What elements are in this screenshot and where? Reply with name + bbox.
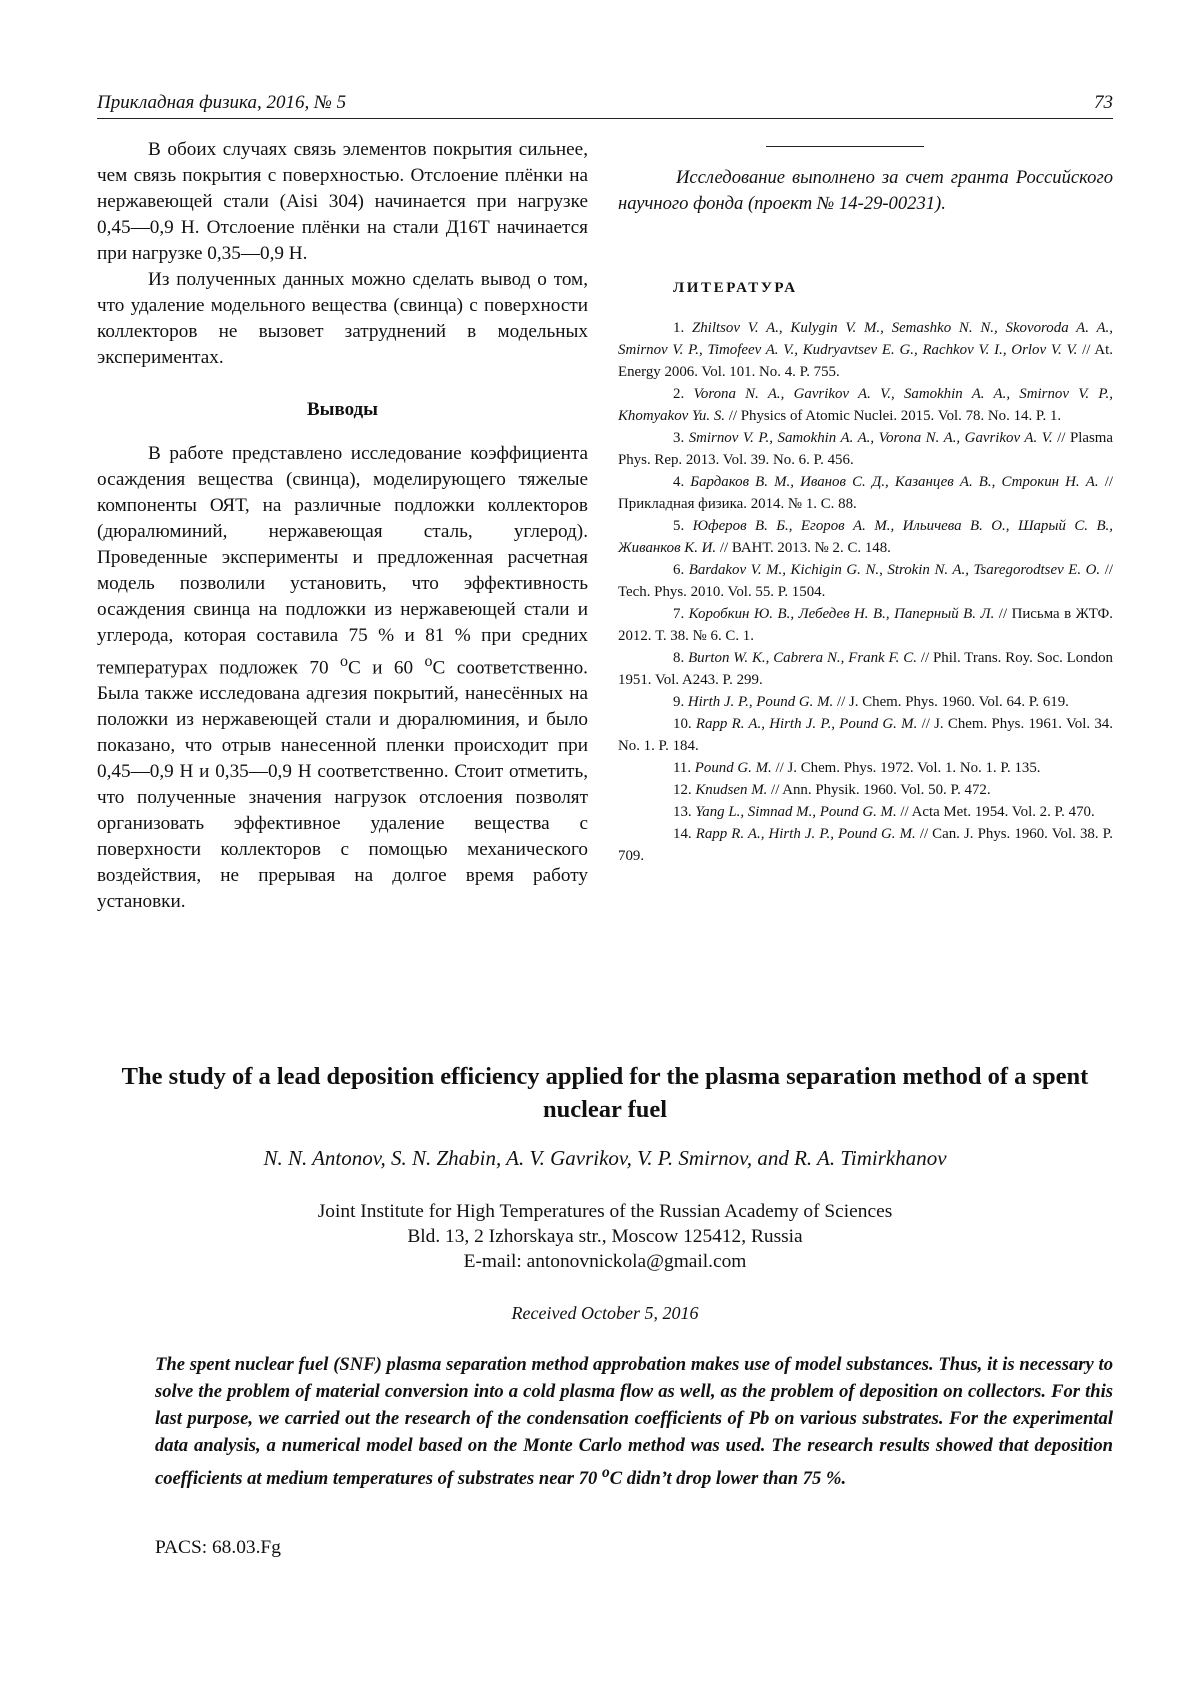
conclusions-text-part2: С и 60 [347,657,425,679]
journal-citation: Прикладная физика, 2016, № 5 [97,92,347,113]
literature-heading: ЛИТЕРАТУРА [673,280,798,296]
funding-note: Исследование выполнено за счет гранта Российского научного фонда (проект № 14-29-00231). [618,167,1113,214]
reference-item: 5. Юферов В. Б., Егоров А. М., Ильичева В. О., Шарый С. В., Живанков К. И. // ВАНТ. 2013. № 2. С. 148. [618,518,1113,556]
paragraph-adhesion: В обоих случаях связь элементов покрытия сильнее, чем связь покрытия с поверхностью. Отслоение плёнки на нержавеющей стали (Aisi 304) начинается при нагрузке 0,45—0,9 Н. Отслоение плёнки на стали Д16Т начинается при нагрузке 0,35—0,9 Н. [97,139,588,264]
page-number: 73 [1094,92,1113,113]
reference-item: 1. Zhiltsov V. A., Kulygin V. M., Semashko N. N., Skovoroda A. A., Smirnov V. P., Timofeev A. V., Kudryavtsev E. G., Rachkov V. I., Orlov V. V. // At. Energy 2006. Vol. 101. No. 4. P. 755. [618,320,1113,380]
english-title: The study of a lead deposition efficiency applied for the plasma separation method of a spent nuclear fuel [121,1063,1089,1123]
degree-mark: o [339,653,348,670]
right-column [618,146,1113,867]
conclusions-text-part3: С соответственно. Была также исследована адгезия покрытий, нанесённых на положки из нержавеющей стали и дюралюминия, и было показано, что отрыв нанесенной пленки происходит при 0,45—0,9 Н и 0,35—0,9 Н соответственно. Стоит отметить, что полученные значения нагрузок отслоения позволят организовать эффективное удаление вещества с поверхности коллекторов с помощью механического воздействия, не прерывая на долгое время работу установки. [97,657,588,913]
reference-list [618,317,1113,867]
degree-mark: o [601,1464,610,1481]
affiliation-address: Bld. 13, 2 Izhorskaya str., Moscow 125412, Russia [407,1226,803,1247]
english-authors: N. N. Antonov, S. N. Zhabin, A. V. Gavrikov, V. P. Smirnov, and R. A. Timirkhanov [263,1146,947,1170]
paragraph-removal: Из полученных данных можно сделать вывод о том, что удаление модельного вещества (свинца) с поверхности коллекторов не вызовет затруднений в модельных экспериментах. [97,269,588,368]
page-header [97,86,1113,119]
reference-item: 12. Knudsen M. // Ann. Physik. 1960. Vol. 50. P. 472. [673,782,991,798]
reference-item: 4. Бардаков В. М., Иванов С. Д., Казанцев А. В., Строкин Н. А. // Прикладная физика. 2014. № 1. С. 88. [618,474,1113,512]
pacs-code: PACS: 68.03.Fg [155,1537,281,1558]
paragraph-conclusions [97,441,588,915]
reference-item: 7. Коробкин Ю. В., Лебедев Н. В., Паперный В. Л. // Письма в ЖТФ. 2012. Т. 38. № 6. С. 1. [618,606,1113,644]
affiliation-institute: Joint Institute for High Temperatures of the Russian Academy of Sciences [317,1201,893,1222]
reference-item: 8. Burton W. K., Cabrera N., Frank F. C. // Phil. Trans. Roy. Soc. London 1951. Vol. A243. P. 299. [618,650,1113,688]
affiliation [97,1199,1113,1274]
abstract [155,1351,1113,1492]
affiliation-email: E-mail: antonovnickola@gmail.com [463,1251,747,1272]
reference-item: 2. Vorona N. A., Gavrikov A. V., Samokhin A. A., Smirnov V. P., Khomyakov Yu. S. // Physics of Atomic Nuclei. 2015. Vol. 78. No. 14. P. 1. [618,386,1113,424]
reference-item: 14. Rapp R. A., Hirth J. P., Pound G. M. // Can. J. Phys. 1960. Vol. 38. P. 709. [618,826,1113,864]
abstract-text-end: C didn’t drop lower than 75 %. [609,1468,847,1490]
received-date: Received October 5, 2016 [511,1303,699,1323]
reference-item: 6. Bardakov V. M., Kichigin G. N., Strokin N. A., Tsaregorodtsev E. O. // Tech. Phys. 2010. Vol. 55. P. 1504. [618,562,1113,600]
reference-item: 13. Yang L., Simnad M., Pound G. M. // Acta Met. 1954. Vol. 2. P. 470. [673,804,1095,820]
reference-item: 3. Smirnov V. P., Samokhin A. A., Vorona N. A., Gavrikov A. V. // Plasma Phys. Rep. 2013. Vol. 39. No. 6. P. 456. [618,430,1113,468]
abstract-text: The spent nuclear fuel (SNF) plasma separation method approbation makes use of model substances. Thus, it is necessary to solve the problem of material conversion into a cold plasma flow as well, as the problem of deposition on collectors. For this last purpose, we carried out the research of the condensation coefficients of Pb on various substrates. For the experimental data analysis, a numerical model based on the Monte Carlo method was used. The research results showed that deposition coefficients at medium temperatures of substrates near 70 [155,1354,1113,1490]
degree-mark: o [424,653,433,670]
footnote-rule [766,146,924,147]
reference-item: 10. Rapp R. A., Hirth J. P., Pound G. M. // J. Chem. Phys. 1961. Vol. 34. No. 1. P. 184. [618,716,1113,754]
left-column [97,137,588,915]
reference-item: 11. Pound G. M. // J. Chem. Phys. 1972. Vol. 1. No. 1. P. 135. [673,760,1041,776]
conclusions-heading: Выводы [306,399,379,420]
reference-item: 9. Hirth J. P., Pound G. M. // J. Chem. Phys. 1960. Vol. 64. P. 619. [673,694,1069,710]
conclusions-text-part1: В работе представлено исследование коэффициента осаждения вещества (свинца), моделирующего тяжелые компоненты ОЯТ, на различные подложки коллекторов (дюралюминий, нержавеющая сталь, углерод). Проведенные эксперименты и предложенная расчетная модель позволили установить, что эффективность осаждения свинца на подложки из нержавеющей стали и углерода, которая составила 75 % и 81 % при средних температурах подложек 70 [97,443,588,679]
